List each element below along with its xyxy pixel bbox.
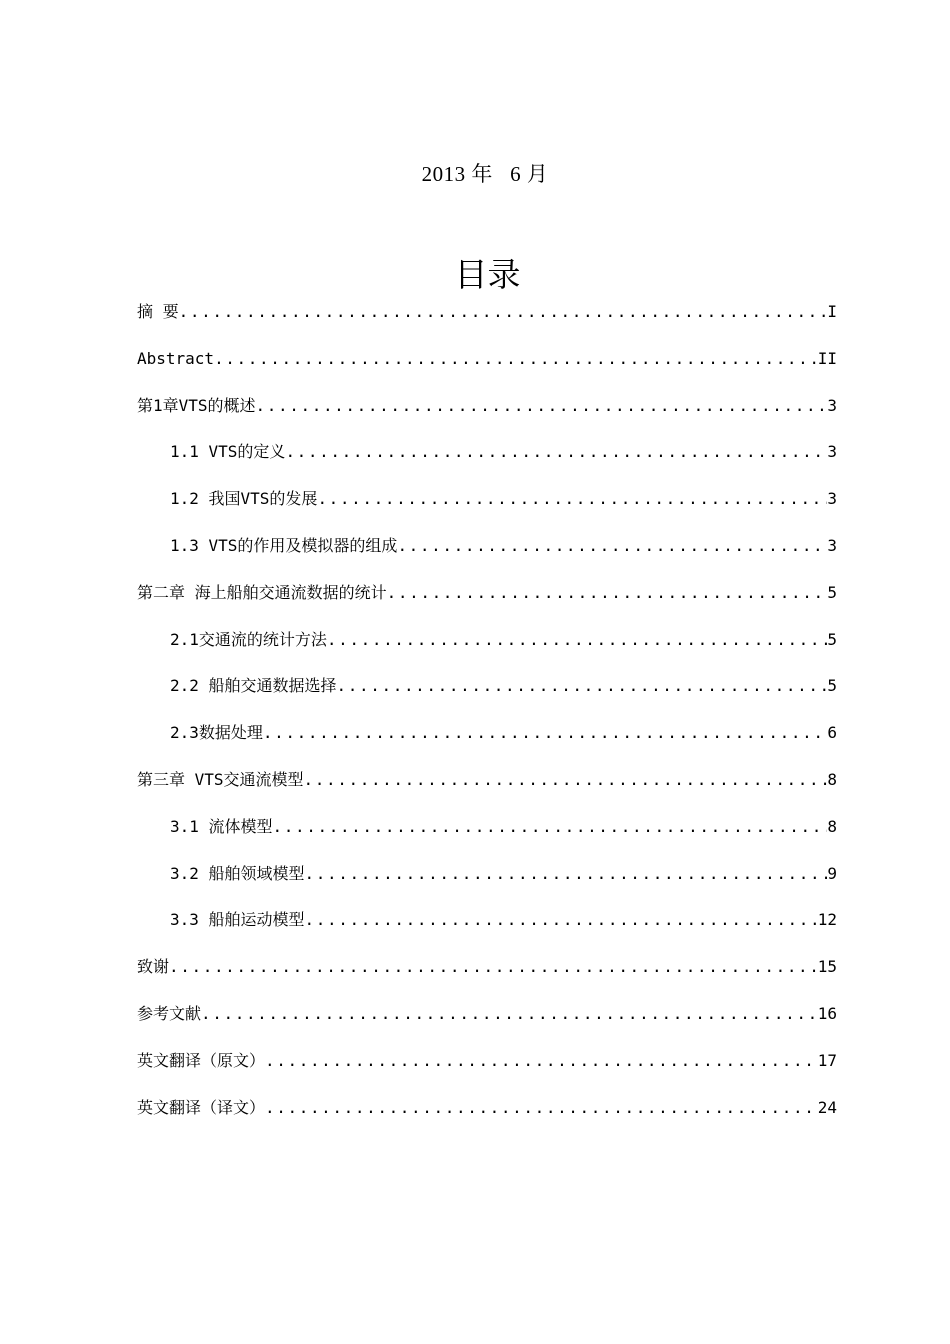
toc-entry-label: 2.2 船舶交通数据选择 <box>170 676 337 696</box>
toc-dot-leader <box>317 483 827 515</box>
toc-dot-leader <box>304 764 828 796</box>
toc-entry[interactable] <box>137 670 837 717</box>
toc-entry-label: 2.3数据处理 <box>170 723 263 743</box>
toc-entry-page-number: 5 <box>827 676 837 696</box>
toc-dot-leader <box>201 998 818 1030</box>
toc-entry-label: 1.2 我国VTS的发展 <box>170 489 318 509</box>
toc-dot-leader <box>397 530 827 562</box>
toc-entry-page-number: 8 <box>827 816 837 836</box>
toc-dot-leader <box>265 1092 818 1124</box>
toc-entry-label: 3.3 船舶运动模型 <box>170 910 305 930</box>
toc-entry[interactable] <box>137 951 837 998</box>
toc-entry-label: 英文翻译（译文） <box>137 1097 266 1117</box>
toc-entry-label: 参考文献 <box>137 1003 202 1023</box>
toc-entry-page-number: 5 <box>827 582 837 602</box>
toc-entry-page-number: 3 <box>827 395 837 415</box>
toc-entry[interactable] <box>137 483 837 530</box>
toc-entry-label: 第二章 海上船舶交通流数据的统计 <box>137 582 387 602</box>
toc-dot-leader <box>387 577 828 609</box>
toc-entry[interactable] <box>137 577 837 624</box>
toc-dot-leader <box>179 296 828 328</box>
date-line: 2013 年 6 月 <box>421 162 549 186</box>
toc-dot-leader <box>214 343 818 375</box>
table-of-contents <box>137 296 837 1138</box>
toc-entry-page-number: 3 <box>827 442 837 462</box>
toc-entry-page-number: 6 <box>827 723 837 743</box>
toc-entry-label: 第1章VTS的概述 <box>137 395 256 415</box>
toc-entry-label: 摘 要 <box>137 302 179 321</box>
toc-dot-leader <box>285 436 827 468</box>
toc-entry[interactable] <box>137 904 837 951</box>
toc-entry-label: 3.2 船舶领域模型 <box>170 863 305 883</box>
toc-dot-leader <box>256 390 828 422</box>
toc-dot-leader <box>265 1045 818 1077</box>
toc-entry-page-number: 15 <box>817 957 837 977</box>
toc-entry-page-number: I <box>827 302 837 321</box>
toc-dot-leader <box>263 717 827 749</box>
toc-entry-label: 3.1 流体模型 <box>170 816 273 836</box>
toc-entry[interactable] <box>137 717 837 764</box>
toc-entry[interactable] <box>137 343 837 390</box>
toc-entry[interactable] <box>137 296 837 343</box>
toc-entry-label: 2.1交通流的统计方法 <box>170 629 327 649</box>
toc-entry-label: 第三章 VTS交通流模型 <box>137 769 304 789</box>
toc-entry[interactable] <box>137 390 837 437</box>
toc-dot-leader <box>327 624 827 656</box>
toc-entry-page-number: 3 <box>827 489 837 509</box>
toc-entry-page-number: II <box>817 348 837 368</box>
toc-entry-page-number: 8 <box>827 769 837 789</box>
toc-entry[interactable] <box>137 624 837 671</box>
toc-title: 目录 <box>454 255 521 294</box>
toc-entry-page-number: 3 <box>827 535 837 555</box>
toc-entry[interactable] <box>137 811 837 858</box>
toc-entry-page-number: 17 <box>817 1050 837 1070</box>
toc-dot-leader <box>305 904 818 936</box>
toc-entry[interactable] <box>137 764 837 811</box>
toc-dot-leader <box>169 951 818 983</box>
toc-entry-page-number: 16 <box>817 1003 837 1023</box>
toc-entry[interactable] <box>137 1092 837 1139</box>
toc-dot-leader <box>337 670 828 702</box>
toc-entry-label: 致谢 <box>137 957 170 977</box>
toc-entry-label: 英文翻译（原文） <box>137 1050 266 1070</box>
toc-entry-page-number: 12 <box>817 910 837 930</box>
toc-entry-page-number: 9 <box>827 863 837 883</box>
toc-entry[interactable] <box>137 998 837 1045</box>
toc-dot-leader <box>273 811 828 843</box>
toc-entry[interactable] <box>137 436 837 483</box>
toc-entry-label: 1.1 VTS的定义 <box>170 442 286 462</box>
toc-entry-page-number: 24 <box>817 1097 837 1117</box>
toc-entry-label: 1.3 VTS的作用及模拟器的组成 <box>170 535 398 555</box>
toc-entry[interactable] <box>137 1045 837 1092</box>
toc-entry-label: Abstract <box>137 348 215 368</box>
toc-entry-page-number: 5 <box>827 629 837 649</box>
toc-entry[interactable] <box>137 858 837 905</box>
toc-dot-leader <box>305 858 828 890</box>
toc-entry[interactable] <box>137 530 837 577</box>
